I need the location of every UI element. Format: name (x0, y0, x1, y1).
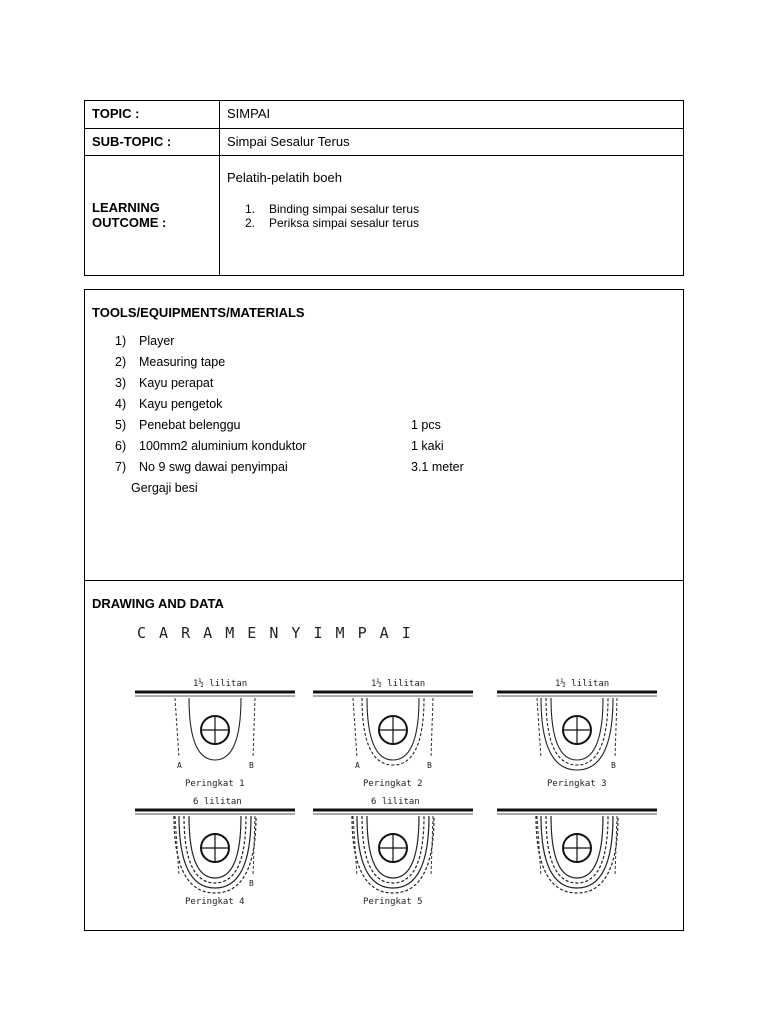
outcome-list (245, 202, 419, 230)
end-label-b: B (611, 761, 616, 770)
turns-label: 6 lilitan (371, 797, 420, 807)
stage-label: Peringkat 2 (363, 779, 423, 789)
stage-label: Peringkat 4 (185, 897, 245, 907)
turns-label: 1½ lilitan (193, 679, 248, 689)
wire-tail (253, 698, 255, 758)
tools-title: TOOLS/EQUIPMENTS/MATERIALS (92, 305, 305, 320)
row-divider (85, 580, 683, 581)
turns-label: 1½ lilitan (555, 679, 610, 689)
sketch-title: C A R A M E N Y I M P A I (137, 624, 413, 642)
stage-label: Peringkat 5 (363, 897, 423, 907)
subtopic-label: SUB-TOPIC : (92, 134, 172, 149)
row-divider (85, 128, 683, 129)
end-label-b: B (249, 761, 254, 770)
topic-value: SIMPAI (227, 106, 271, 121)
header-table (84, 100, 684, 276)
row-divider (85, 155, 683, 156)
turns-label: 6 lilitan (193, 797, 242, 807)
wire-tail (615, 698, 617, 758)
stage-label: Peringkat 3 (547, 779, 607, 789)
list-item: 4) Kayu pengetok (115, 397, 223, 411)
end-label-b: B (427, 761, 432, 770)
outcome-intro: Pelatih-pelatih boeh (227, 170, 342, 185)
wire-tail (353, 816, 357, 876)
wire-tail (431, 698, 433, 758)
list-item: 7) No 9 swg dawai penyimpai 3.1 meter (115, 460, 464, 474)
wire-tail (537, 698, 541, 758)
list-item: 1. Binding simpai sesalur terus (245, 202, 420, 216)
outcome-label-line2: OUTCOME : (92, 215, 167, 230)
wire-tail (431, 816, 433, 876)
tools-list (115, 334, 464, 481)
outcome-label-line1: LEARNING (92, 200, 160, 215)
wire-tail (253, 816, 255, 876)
list-item: 1) Player (115, 334, 175, 348)
list-item: 3) Kayu perapat (115, 376, 214, 390)
drawing-title: DRAWING AND DATA (92, 596, 224, 611)
turns-label: 1½ lilitan (371, 679, 426, 689)
wire-tail (175, 698, 179, 758)
tools-extra-item: Gergaji besi (131, 481, 198, 495)
list-item: 5) Penebat belenggu 1 pcs (115, 418, 441, 432)
content-table (84, 289, 684, 931)
list-item: 2. Periksa simpai sesalur terus (245, 216, 420, 230)
wire-tail (537, 816, 541, 876)
list-item: 6) 100mm2 aluminium konduktor 1 kaki (115, 439, 444, 453)
end-label-b: B (249, 879, 254, 888)
wire-tail (353, 698, 357, 758)
list-item: 2) Measuring tape (115, 355, 226, 369)
wire-tail (615, 816, 617, 876)
stage-label: Peringkat 1 (185, 779, 245, 789)
end-label-a: A (355, 761, 360, 770)
end-label-a: A (177, 761, 182, 770)
subtopic-value: Simpai Sesalur Terus (227, 134, 350, 149)
wire-tail (175, 816, 179, 876)
topic-label: TOPIC : (92, 106, 140, 121)
binding-diagram (85, 612, 683, 930)
